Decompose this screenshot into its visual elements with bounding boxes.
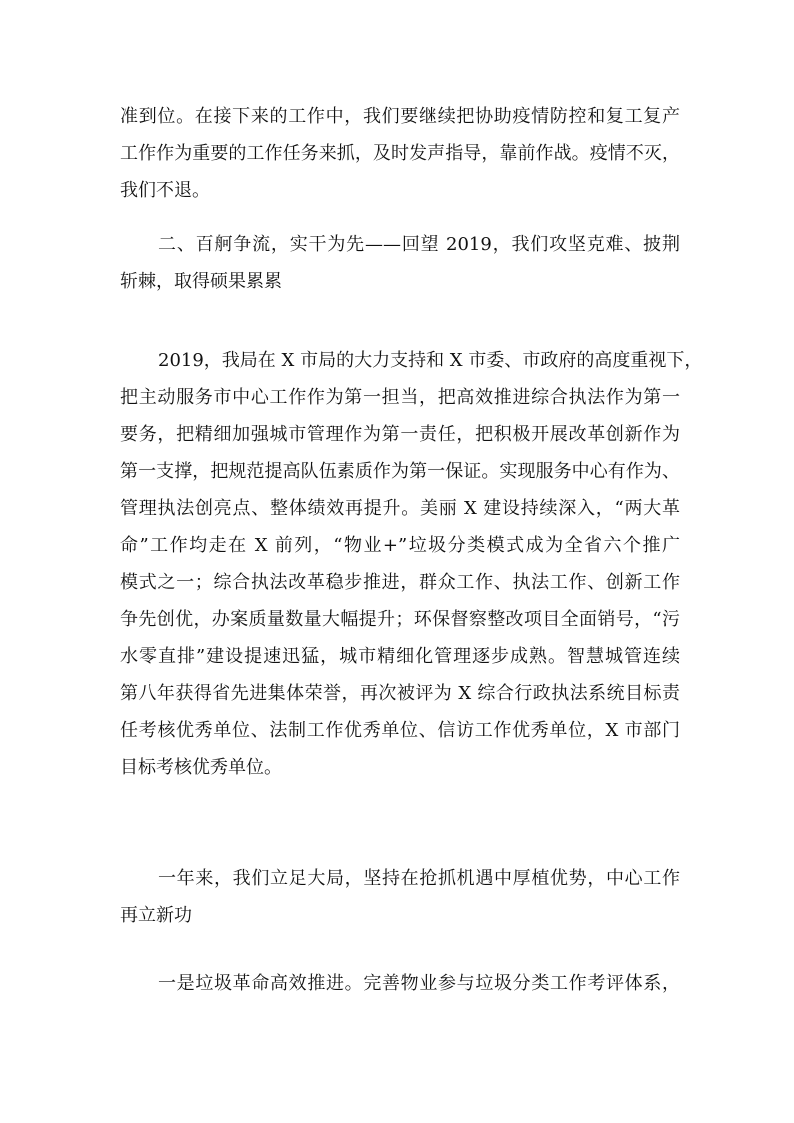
paragraph-line: 目标考核优秀单位。 xyxy=(120,757,282,778)
paragraph-line: 一是垃圾革命高效推进。完善物业参与垃圾分类工作考评体系， xyxy=(158,973,680,994)
paragraph-line: 再立新功 xyxy=(120,905,192,926)
paragraph-line: 管理执法创亮点、整体绩效再提升。美丽 X 建设持续深入，“两大革 xyxy=(120,498,680,519)
paragraph-line: 第八年获得省先进集体荣誉，再次被评为 X 综合行政执法系统目标责 xyxy=(120,683,680,704)
paragraph-line: 把主动服务市中心工作作为第一担当，把高效推进综合执法作为第一 xyxy=(120,387,680,408)
section-heading xyxy=(120,226,680,300)
paragraph-1 xyxy=(120,98,680,209)
paragraph-4 xyxy=(120,860,680,934)
paragraph-line: 水零直排”建设提速迅猛，城市精细化管理逐步成熟。智慧城管连续 xyxy=(120,646,680,667)
paragraph-line: 要务，把精细加强城市管理作为第一责任，把积极开展改革创新作为 xyxy=(120,424,680,445)
paragraph-5 xyxy=(120,965,680,1002)
paragraph-line: 模式之一；综合执法改革稳步推进，群众工作、执法工作、创新工作 xyxy=(120,572,680,593)
paragraph-line: 第一支撑，把规范提高队伍素质作为第一保证。实现服务中心有作为、 xyxy=(120,461,680,482)
paragraph-line: 斩棘，取得硕果累累 xyxy=(120,271,282,292)
paragraph-line: 工作作为重要的工作任务来抓，及时发声指导，靠前作战。疫情不灭， xyxy=(120,143,680,164)
paragraph-line: 准到位。在接下来的工作中，我们要继续把协助疫情防控和复工复产 xyxy=(120,106,680,127)
paragraph-line: 2019，我局在 X 市局的大力支持和 X 市委、市政府的高度重视下， xyxy=(158,350,703,371)
paragraph-line: 一年来，我们立足大局，坚持在抢抓机遇中厚植优势，中心工作 xyxy=(158,868,680,889)
paragraph-line: 命”工作均走在 X 前列，“物业+”垃圾分类模式成为全省六个推广 xyxy=(120,535,680,556)
paragraph-line: 任考核优秀单位、法制工作优秀单位、信访工作优秀单位，X 市部门 xyxy=(120,720,680,741)
paragraph-line: 争先创优，办案质量数量大幅提升；环保督察整改项目全面销号，“污 xyxy=(120,609,680,630)
paragraph-line: 我们不退。 xyxy=(120,180,210,201)
paragraph-line: 二、百舸争流，实干为先——回望 2019，我们攻坚克难、披荆 xyxy=(158,234,680,255)
paragraph-3 xyxy=(120,342,703,786)
